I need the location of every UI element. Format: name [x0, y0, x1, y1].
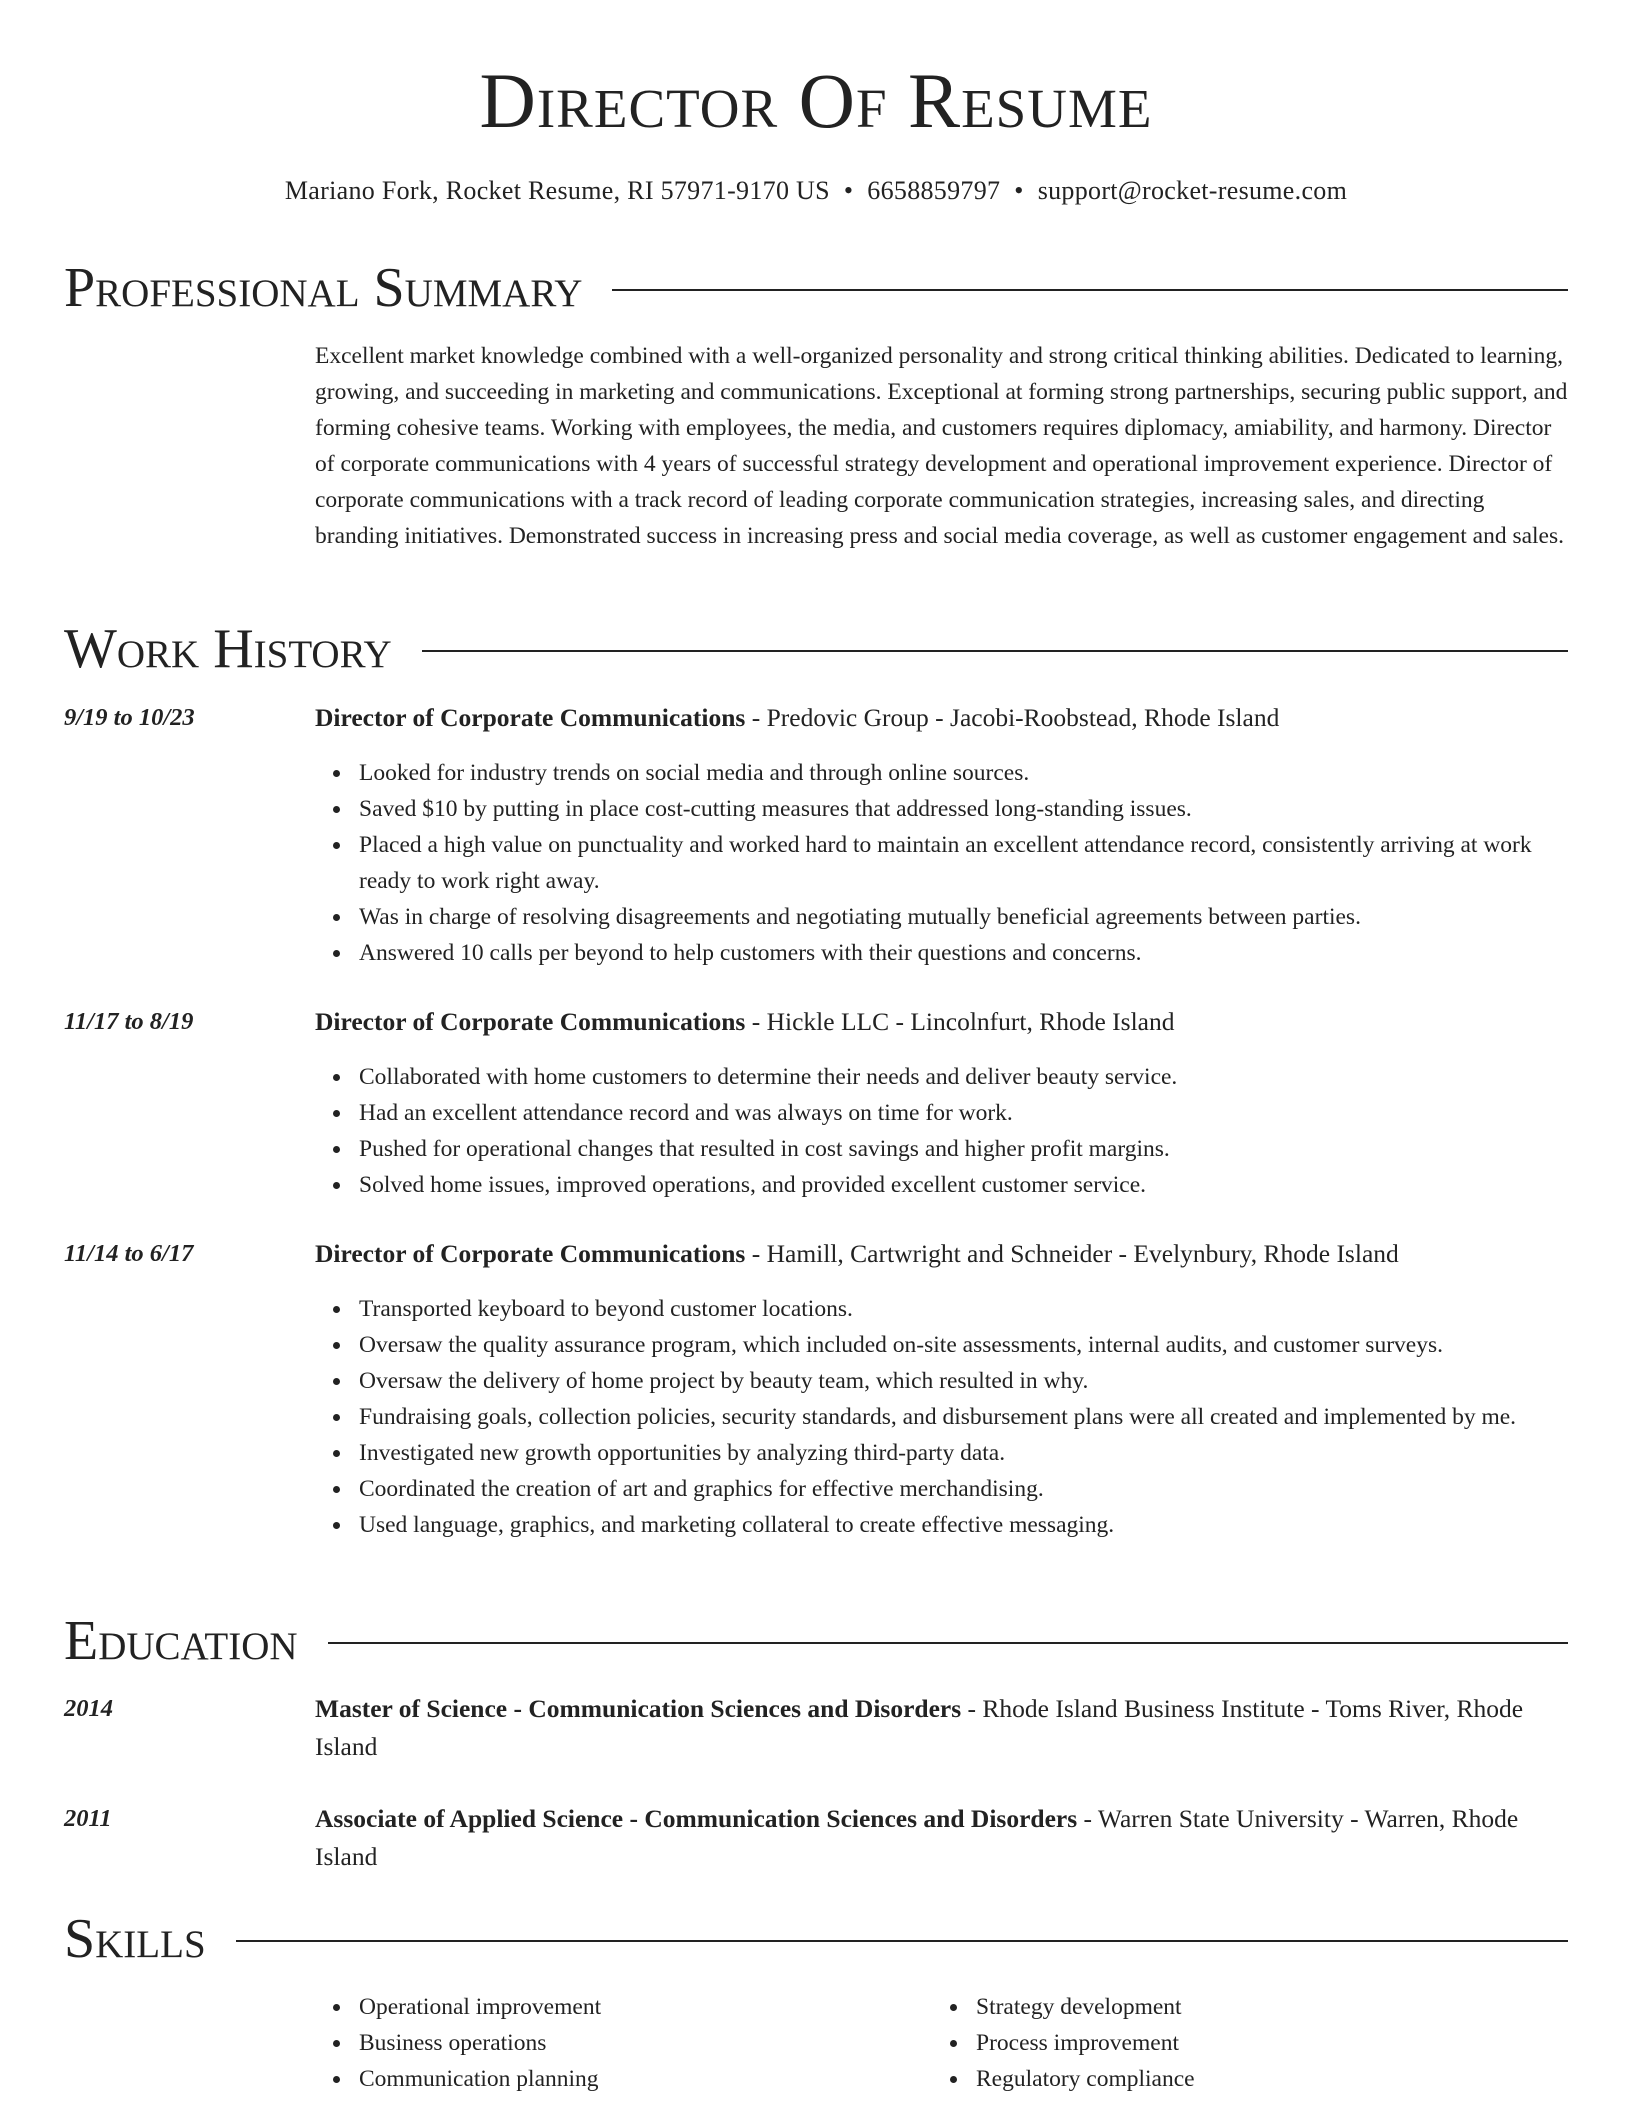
education-school-location: - Warren State University - Warren, Rhode Island	[315, 1804, 1519, 1871]
job-bullets	[315, 1291, 1570, 1543]
list-item: Fundraising goals, collection policies, security standards, and disbursement plans were all created and implemented by me.	[315, 1399, 1570, 1435]
job-title: Director of Corporate Communications	[315, 1239, 746, 1268]
job-heading	[315, 699, 1570, 737]
job-dates: 9/19 to 10/23	[64, 704, 195, 731]
skills-list-right	[932, 1989, 1492, 2097]
section-title-education: Education	[64, 1610, 298, 1672]
list-item: Used language, graphics, and marketing collateral to create effective messaging.	[315, 1507, 1570, 1543]
skill-item: Operational improvement	[315, 1989, 875, 2025]
section-title-work-history: Work History	[64, 618, 392, 680]
contact-separator: •	[1014, 176, 1024, 205]
list-item: Pushed for operational changes that resulted in cost savings and higher profit margins.	[315, 1131, 1570, 1167]
contact-separator: •	[843, 176, 854, 205]
job-title: Director of Corporate Communications	[315, 703, 746, 732]
education-year: 2014	[64, 1695, 113, 1722]
job-title: Director of Corporate Communications	[315, 1007, 746, 1036]
job-dates: 11/17 to 8/19	[64, 1008, 194, 1035]
contact-line	[0, 176, 1632, 206]
job-bullets	[315, 755, 1570, 971]
job-heading	[315, 1003, 1570, 1041]
list-item: Saved $10 by putting in place cost-cutting measures that addressed long-standing issues.	[315, 791, 1570, 827]
section-divider	[612, 289, 1568, 291]
job-employer-location: - Hickle LLC - Lincolnfurt, Rhode Island	[745, 1007, 1175, 1036]
skill-item: Communication planning	[315, 2061, 875, 2097]
job-dates: 11/14 to 6/17	[64, 1240, 194, 1267]
section-divider	[422, 650, 1568, 652]
list-item: Answered 10 calls per beyond to help customers with their questions and concerns.	[315, 935, 1570, 971]
contact-email: support@rocket-resume.com	[1037, 176, 1348, 205]
contact-phone: 6658859797	[867, 176, 1001, 205]
list-item: Oversaw the quality assurance program, which included on-site assessments, internal audits, and customer surveys.	[315, 1327, 1570, 1363]
resume-name: Director Of Resume	[479, 57, 1153, 144]
job-heading	[315, 1235, 1570, 1273]
list-item: Looked for industry trends on social media and through online sources.	[315, 755, 1570, 791]
job-bullets	[315, 1059, 1570, 1203]
section-divider	[236, 1940, 1568, 1942]
list-item: Transported keyboard to beyond customer locations.	[315, 1291, 1570, 1327]
education-degree: Associate of Applied Science - Communication Sciences and Disorders	[315, 1804, 1078, 1833]
list-item: Had an excellent attendance record and was always on time for work.	[315, 1095, 1570, 1131]
skill-item: Business operations	[315, 2025, 875, 2061]
skill-item: Strategy development	[932, 1989, 1492, 2025]
section-header-work-history	[64, 619, 1568, 679]
section-title-skills: Skills	[64, 1908, 206, 1970]
summary-text: Excellent market knowledge combined with a well-organized personality and strong critical thinking abilities. Dedicated to learning, growing, and succeeding in marketing and communications. Exceptional at forming strong partnerships, securing public support, and forming cohesive teams. Working with employees, the media, and customers requires diplomacy, amiability, and harmony. Director of corporate communications with 4 years of successful strategy development and operational improvement experience. Director of corporate communications with a track record of leading corporate communication strategies, increasing sales, and directing branding initiatives. Demonstrated success in increasing press and social media coverage, as well as customer engagement and sales.	[315, 343, 1568, 549]
education-degree: Master of Science - Communication Sciences and Disorders	[315, 1694, 962, 1723]
education-year: 2011	[64, 1805, 112, 1832]
education-school-location: - Rhode Island Business Institute - Toms River, Rhode Island	[315, 1694, 1524, 1761]
list-item: Solved home issues, improved operations, and provided excellent customer service.	[315, 1167, 1570, 1203]
section-header-summary	[64, 258, 1568, 318]
list-item: Oversaw the delivery of home project by beauty team, which resulted in why.	[315, 1363, 1570, 1399]
education-entry	[315, 1690, 1570, 1766]
list-item: Investigated new growth opportunities by analyzing third-party data.	[315, 1435, 1570, 1471]
job-employer-location: - Predovic Group - Jacobi-Roobstead, Rhode Island	[745, 703, 1280, 732]
education-entry	[315, 1800, 1570, 1876]
list-item: Was in charge of resolving disagreements and negotiating mutually beneficial agreements between parties.	[315, 899, 1570, 935]
contact-address: Mariano Fork, Rocket Resume, RI 57971-9170 US	[284, 176, 830, 205]
list-item: Placed a high value on punctuality and worked hard to maintain an excellent attendance record, consistently arriving at work ready to work right away.	[315, 827, 1570, 899]
list-item: Coordinated the creation of art and graphics for effective merchandising.	[315, 1471, 1570, 1507]
section-divider	[328, 1642, 1568, 1644]
section-title-summary: Professional Summary	[64, 257, 583, 319]
section-header-skills	[64, 1909, 1568, 1969]
skills-list-left	[315, 1989, 875, 2097]
list-item: Collaborated with home customers to determine their needs and deliver beauty service.	[315, 1059, 1570, 1095]
skill-item: Regulatory compliance	[932, 2061, 1492, 2097]
skill-item: Process improvement	[932, 2025, 1492, 2061]
job-employer-location: - Hamill, Cartwright and Schneider - Evelynbury, Rhode Island	[745, 1239, 1399, 1268]
section-header-education	[64, 1611, 1568, 1671]
